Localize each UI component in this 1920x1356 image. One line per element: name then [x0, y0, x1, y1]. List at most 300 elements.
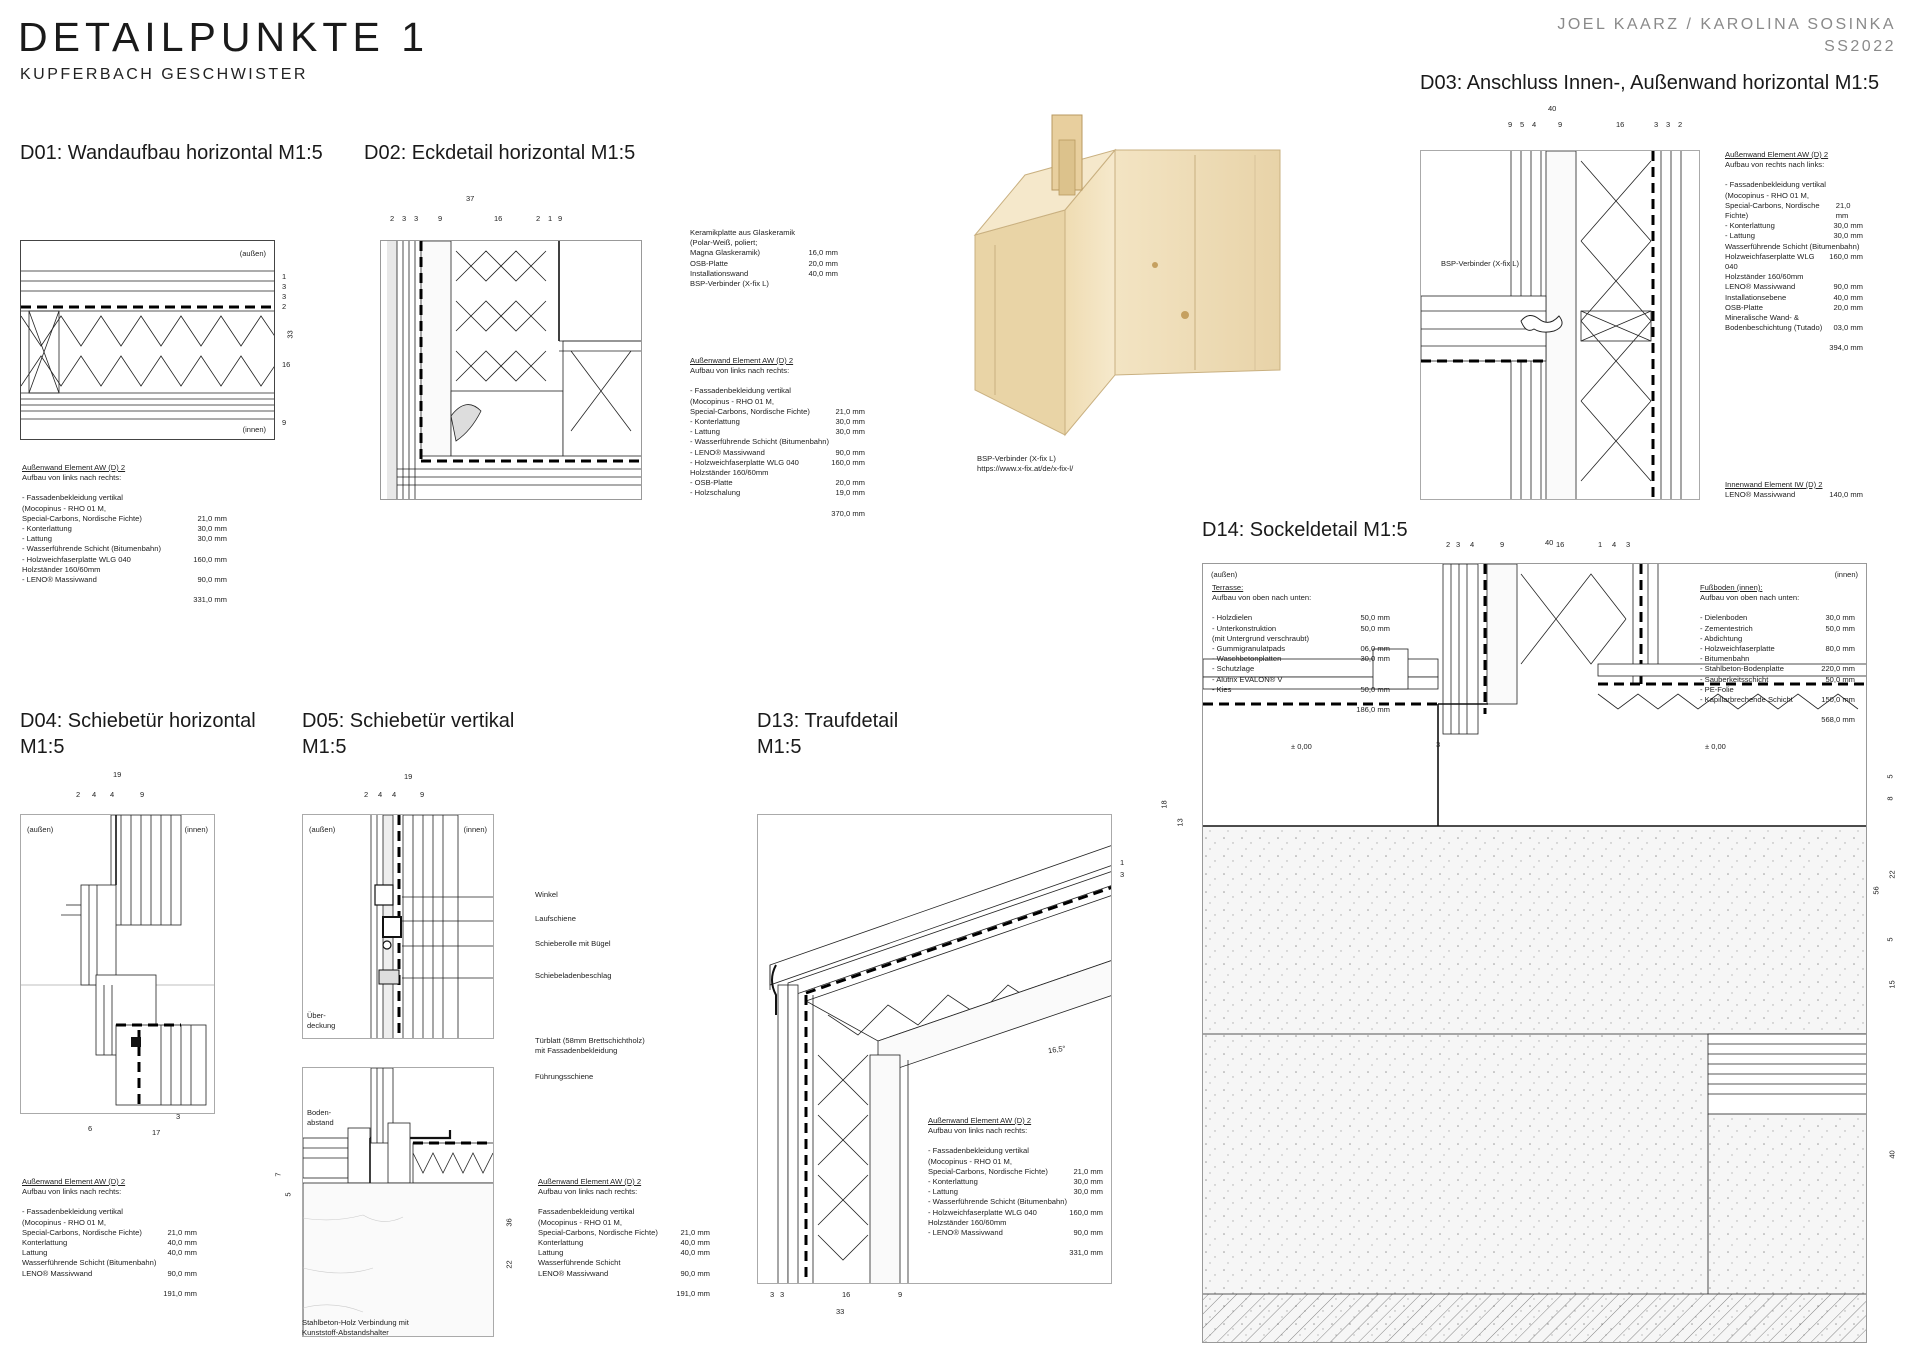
d05-top-svg — [303, 815, 494, 1039]
spec-heading: Terrasse: — [1212, 583, 1244, 592]
d14-dim-11: 3 — [1436, 740, 1441, 749]
d14-dim-13: 8 — [1885, 796, 1895, 801]
layer-value: 06,0 mm — [1360, 644, 1390, 654]
spec-row — [22, 544, 227, 554]
component-label: Winkel — [535, 890, 558, 899]
spec-row — [1212, 644, 1390, 654]
d14-dim-16: 15 — [1887, 980, 1897, 989]
layer-name: - Wasserführende Schicht (Bitumenbahn) — [928, 1197, 1068, 1207]
layer-value: 30,0 mm — [1833, 231, 1863, 241]
d14-dim-15: 56 — [1871, 886, 1881, 895]
d03-dim-4: 9 — [1558, 120, 1563, 129]
spec-row — [538, 1238, 710, 1248]
ground-gap-line1: Boden- — [307, 1108, 332, 1117]
d02-dim-total: 37 — [466, 194, 475, 203]
d01-dim-c: 3 — [282, 292, 287, 301]
layer-name: Special-Carbons, Nordische Fichte) — [22, 513, 142, 523]
spec-row — [22, 1269, 197, 1279]
spec-row — [690, 458, 865, 468]
d04-outside-label: (außen) — [27, 825, 54, 834]
spec-row — [22, 1248, 197, 1258]
component-value: 16,0 mm — [808, 248, 838, 258]
layer-value: 160,0 mm — [193, 554, 227, 564]
layer-value: 40,0 mm — [167, 1248, 197, 1258]
layer-value: 90,0 mm — [680, 1268, 710, 1278]
spec-row — [22, 493, 227, 503]
layer-value: 03,0 mm — [1833, 323, 1863, 333]
spec-subheading: Aufbau von links nach rechts: — [690, 366, 790, 376]
spec-total: 186,0 mm — [1356, 705, 1390, 715]
d01-dim-e: 16 — [282, 360, 291, 369]
layer-name: - Konterlattung — [690, 417, 740, 427]
d04-dim-1: 2 — [76, 790, 81, 799]
layer-name: - LENO® Massivwand — [928, 1228, 1003, 1238]
layer-name: Bodenbeschichtung (Tutado) — [1725, 323, 1823, 333]
component-row — [690, 248, 838, 258]
spec-row — [690, 407, 865, 417]
d01-drawing — [20, 240, 275, 440]
component-label: (Polar-Weiß, poliert; — [690, 238, 758, 248]
spec-row — [1700, 624, 1855, 634]
photo-caption — [977, 454, 1137, 474]
page-subtitle: KUPFERBACH GESCHWISTER — [20, 66, 308, 83]
spec-row — [1212, 624, 1390, 634]
spec-row — [1725, 242, 1863, 252]
d13-dim-2: 3 — [780, 1290, 785, 1299]
layer-name: - Stahlbeton-Bodenplatte — [1700, 664, 1785, 674]
d01-dim-a: 1 — [282, 272, 287, 281]
spec-heading: Fußboden (innen): — [1700, 583, 1763, 592]
component-row — [690, 259, 838, 269]
d02-section-svg — [381, 241, 642, 500]
spec-row — [538, 1207, 710, 1217]
layer-name: - Lattung — [928, 1187, 958, 1197]
spec-heading: Außenwand Element AW (D) 2 — [928, 1116, 1032, 1125]
d05-spec — [538, 1177, 710, 1299]
spec-row — [22, 504, 227, 514]
spec-row — [1212, 634, 1390, 644]
spec-row — [22, 1228, 197, 1238]
d03-title: D03: Anschluss Innen-, Außenwand horizontal M1:5 — [1420, 72, 1880, 94]
spec-heading: Außenwand Element AW (D) 2 — [1725, 150, 1829, 159]
spec-row — [928, 1197, 1103, 1207]
layer-value: 50,0 mm — [1360, 613, 1390, 623]
spec-row — [22, 575, 227, 585]
layer-name: - Holzweichfaserplatte — [1700, 644, 1775, 654]
d02-dim-5: 16 — [494, 214, 503, 223]
layer-value: 20,0 mm — [1833, 302, 1863, 312]
d02-dim-7: 1 — [548, 214, 553, 223]
spec-row — [22, 534, 227, 544]
spec-heading: Innenwand Element IW (D) 2 — [1725, 480, 1823, 489]
d14-dim-6: 1 — [1598, 540, 1603, 549]
layer-name: - Fassadenbekleidung vertikal — [22, 493, 123, 503]
layer-name: - Lattung — [22, 534, 52, 544]
d03-dim-7: 3 — [1666, 120, 1671, 129]
d05-dim-1: 2 — [364, 790, 369, 799]
spec-row — [690, 478, 865, 488]
d04-dim-7: 3 — [176, 1112, 181, 1121]
d05-ground-gap-label2 — [307, 1118, 334, 1127]
d13-dim-5: 1 — [1120, 858, 1125, 867]
d01-spec — [22, 463, 227, 605]
component-value: 20,0 mm — [808, 258, 838, 268]
spec-row — [1725, 231, 1863, 241]
d01-dim-b: 3 — [282, 282, 287, 291]
layer-name: - Bitumenbahn — [1700, 654, 1750, 664]
spec-row — [928, 1167, 1103, 1177]
d04-dim-4: 9 — [140, 790, 145, 799]
d03-connector-label: BSP-Verbinder (X-fix L) — [1441, 259, 1519, 268]
d04-dim-5: 6 — [88, 1124, 93, 1133]
spec-row — [538, 1258, 710, 1268]
layer-name: - Wasserführende Schicht (Bitumenbahn) — [22, 544, 162, 554]
layer-value: 50,0 mm — [1360, 623, 1390, 633]
d01-dim-total: 33 — [285, 330, 295, 339]
layer-name: - Konterlattung — [22, 524, 72, 534]
d13-dim-1: 3 — [770, 1290, 775, 1299]
d05-dim-8: 5 — [283, 1192, 293, 1197]
layer-name: - LENO® Massivwand — [22, 575, 97, 585]
d14-dim-12: 5 — [1885, 774, 1895, 779]
d02-dim-1: 2 — [390, 214, 395, 223]
spec-row — [1700, 644, 1855, 654]
d05-title — [302, 708, 514, 760]
layer-name: Mineralische Wand- & — [1725, 313, 1799, 323]
d04-section-svg — [21, 815, 215, 1114]
layer-value: 40,0 mm — [680, 1238, 710, 1248]
d13-dim-6: 3 — [1120, 870, 1125, 879]
d05-title-line2: M1:5 — [302, 736, 347, 758]
d13-title-line2: M1:5 — [757, 736, 802, 758]
spec-row — [1700, 685, 1855, 695]
spec-row — [1212, 664, 1390, 674]
spec-heading: Außenwand Element AW (D) 2 — [22, 1177, 126, 1186]
photo-caption-link[interactable]: https://www.x-fix.at/de/x-fix-l/ — [977, 464, 1074, 474]
layer-value: 90,0 mm — [1833, 282, 1863, 292]
layer-name: Special-Carbons, Nordische Fichte) — [928, 1166, 1048, 1176]
d13-angle-label: 16,5° — [1047, 1043, 1067, 1056]
component-label: Türblatt (58mm Brettschichtholz) — [535, 1036, 645, 1045]
spec-row — [1725, 180, 1863, 190]
component-label: Laufschiene — [535, 914, 576, 923]
spec-row — [22, 524, 227, 534]
d05-overlap-label — [307, 1011, 326, 1020]
spec-row — [1725, 191, 1863, 201]
layer-name: Holzständer 160/60mm — [1725, 272, 1804, 282]
photo-caption-line1: BSP-Verbinder (X-fix L) — [977, 454, 1056, 463]
spec-subheading: Aufbau von links nach rechts: — [928, 1126, 1028, 1136]
layer-name: (Mocopinus - RHO 01 M, — [690, 396, 774, 406]
spec-row — [928, 1146, 1103, 1156]
layer-value: 90,0 mm — [1073, 1228, 1103, 1238]
layer-name: - LENO® Massivwand — [690, 447, 765, 457]
layer-value: 40,0 mm — [680, 1248, 710, 1258]
d14-dim-1: 2 — [1446, 540, 1451, 549]
layer-value: 160,0 mm — [1829, 251, 1863, 261]
d03-dim-5: 16 — [1616, 120, 1625, 129]
d01-dim-f: 9 — [282, 418, 287, 427]
spec-total: 191,0 mm — [676, 1288, 710, 1298]
layer-value: 150,0 mm — [1821, 695, 1855, 705]
d13-dim-4: 9 — [898, 1290, 903, 1299]
layer-value: 20,0 mm — [835, 478, 865, 488]
layer-name: Holzweichfaserplatte WLG 040 — [1725, 251, 1815, 272]
spec-row — [22, 514, 227, 524]
spec-row — [1700, 695, 1855, 705]
spec-row — [928, 1208, 1103, 1218]
d14-dim-14: 22 — [1887, 870, 1897, 879]
d05-bottom-svg — [303, 1068, 494, 1337]
layer-name: - Fassadenbekleidung vertikal — [1725, 180, 1826, 190]
spec-total: 331,0 mm — [193, 595, 227, 605]
spec-row — [538, 1218, 710, 1228]
layer-value: 21,0 mm — [1835, 200, 1851, 221]
spec-subheading: Aufbau von rechts nach links: — [1725, 160, 1825, 170]
d05-drawing-top — [302, 814, 494, 1039]
layer-name: - PE-Folie — [1700, 684, 1734, 694]
spec-total: 331,0 mm — [1069, 1248, 1103, 1258]
layer-name: - Kies — [1212, 684, 1232, 694]
component-label: mit Fassadenbekleidung — [535, 1046, 618, 1055]
spec-row — [1700, 654, 1855, 664]
spec-row — [690, 427, 865, 437]
d02-title: D02: Eckdetail horizontal M1:5 — [364, 142, 636, 164]
layer-name: LENO® Massivwand — [1725, 282, 1796, 292]
d01-section-svg — [21, 241, 275, 440]
d05-title-line1: D05: Schiebetür vertikal — [302, 710, 515, 732]
d04-inside-label: (innen) — [184, 825, 208, 834]
layer-name: - Unterkonstruktion — [1212, 623, 1277, 633]
layer-name: (mit Untergrund verschraubt) — [1212, 633, 1310, 643]
layer-value: 30,0 mm — [835, 427, 865, 437]
d04-dim-2: 4 — [92, 790, 97, 799]
spec-row — [1212, 654, 1390, 664]
d14-dim-7: 4 — [1612, 540, 1617, 549]
spec-row — [22, 1238, 197, 1248]
authors: JOEL KAARZ / KAROLINA SOSINKA — [1557, 16, 1896, 33]
spec-total: 568,0 mm — [1821, 715, 1855, 725]
d14-spec-terrace — [1212, 583, 1390, 715]
layer-name: (Mocopinus - RHO 01 M, — [22, 1217, 106, 1227]
d05-drawing-bottom — [302, 1067, 494, 1337]
d02-dim-8: 9 — [558, 214, 563, 223]
layer-value: 160,0 mm — [1069, 1207, 1103, 1217]
layer-value: 160,0 mm — [831, 457, 865, 467]
d13-dim-total: 33 — [836, 1307, 845, 1316]
d14-dim-total: 40 — [1545, 538, 1554, 547]
spec-row — [1700, 675, 1855, 685]
layer-name: - Lattung — [690, 427, 720, 437]
layer-name: - Holzdielen — [1212, 613, 1253, 623]
overlap-line2: deckung — [307, 1021, 336, 1030]
layer-name: OSB-Platte — [1725, 302, 1763, 312]
layer-name: - Zementestrich — [1700, 623, 1753, 633]
d13-title-line1: D13: Traufdetail — [757, 710, 899, 732]
spec-row — [690, 437, 865, 447]
d13-dim-3: 16 — [842, 1290, 851, 1299]
d04-dim-total: 19 — [113, 770, 122, 779]
spec-total: 370,0 mm — [831, 508, 865, 518]
authors-block — [1557, 14, 1896, 58]
d14-outside-label: (außen) — [1211, 570, 1238, 579]
d14-dim-3: 4 — [1470, 540, 1475, 549]
spec-row — [928, 1218, 1103, 1228]
layer-name: (Mocopinus - RHO 01 M, — [928, 1156, 1012, 1166]
d02-spec — [690, 356, 865, 519]
d03-dim-1: 9 — [1508, 120, 1513, 129]
layer-name: - Wasserführende Schicht (Bitumenbahn) — [690, 437, 830, 447]
spec-row — [928, 1177, 1103, 1187]
layer-value: 19,0 mm — [835, 488, 865, 498]
layer-value: 30,0 mm — [1073, 1177, 1103, 1187]
layer-name: - Waschbetonplatten — [1212, 654, 1282, 664]
spec-row — [1725, 282, 1863, 292]
layer-name: Special-Carbons, Nordische Fichte) — [690, 406, 810, 416]
spec-row — [1725, 313, 1863, 323]
layer-name: - Konterlattung — [1725, 221, 1775, 231]
d04-dim-6: 17 — [152, 1128, 161, 1137]
layer-name: - Konterlattung — [928, 1177, 978, 1187]
spec-row — [1212, 675, 1390, 685]
component-value: 40,0 mm — [808, 268, 838, 278]
spec-row — [1725, 252, 1863, 272]
component-label: Schieberolle mit Bügel — [535, 939, 611, 948]
layer-value: 90,0 mm — [835, 447, 865, 457]
d01-dim-d: 2 — [282, 302, 287, 311]
spec-row — [22, 1207, 197, 1217]
component-label: Magna Glaskeramik) — [690, 248, 761, 258]
layer-name: - Holzweichfaserplatte WLG 040 — [690, 457, 799, 467]
d03-dim-8: 2 — [1678, 120, 1683, 129]
layer-name: Holzständer 160/60mm — [22, 564, 101, 574]
layer-name: (Mocopinus - RHO 01 M, — [538, 1217, 622, 1227]
d05-dim-5: 36 — [504, 1218, 514, 1227]
spec-row — [690, 468, 865, 478]
layer-name: (Mocopinus - RHO 01 M, — [1725, 190, 1809, 200]
d05-overlap-label2 — [307, 1021, 335, 1030]
d03-dim-2: 5 — [1520, 120, 1525, 129]
component-row — [690, 269, 838, 279]
layer-name: - Holzschalung — [690, 488, 741, 498]
spec-row — [690, 488, 865, 498]
layer-value: 90,0 mm — [167, 1268, 197, 1278]
layer-value: 50,0 mm — [1825, 674, 1855, 684]
spec-row — [690, 448, 865, 458]
spec-row — [1725, 303, 1863, 313]
layer-value: 21,0 mm — [197, 513, 227, 523]
layer-name: Wasserführende Schicht (Bitumenbahn) — [22, 1258, 157, 1268]
d14-dim-4: 9 — [1500, 540, 1505, 549]
component-label: BSP-Verbinder (X-fix L) — [690, 279, 769, 289]
layer-value: 40,0 mm — [1833, 292, 1863, 302]
d03-section-svg — [1421, 151, 1700, 500]
layer-name: LENO® Massivwand — [538, 1268, 609, 1278]
d04-drawing — [20, 814, 215, 1114]
d14-dim-10: 13 — [1175, 818, 1185, 827]
component-label: Führungsschiene — [535, 1072, 594, 1081]
layer-name: Wasserführende Schicht (Bitumenbahn) — [1725, 241, 1860, 251]
spec-row — [1700, 634, 1855, 644]
spec-row — [22, 555, 227, 565]
spec-row — [22, 1258, 197, 1268]
d02-drawing — [380, 240, 642, 500]
spec-total: 191,0 mm — [163, 1288, 197, 1298]
d14-dim-18: 5 — [1885, 937, 1895, 942]
layer-name: (Mocopinus - RHO 01 M, — [22, 503, 106, 513]
spec-subheading: Aufbau von links nach rechts: — [538, 1187, 638, 1197]
layer-name: Fassadenbekleidung vertikal — [538, 1207, 635, 1217]
d14-dim-17: 40 — [1887, 1150, 1897, 1159]
overlap-line1: Über- — [307, 1011, 326, 1020]
d02-dim-2: 3 — [402, 214, 407, 223]
d14-title: D14: Sockeldetail M1:5 — [1202, 519, 1408, 541]
ground-gap-line2: abstand — [307, 1118, 334, 1127]
layer-value: 30,0 mm — [835, 417, 865, 427]
layer-name: - Holzweichfaserplatte WLG 040 — [928, 1207, 1037, 1217]
spec-heading: Außenwand Element AW (D) 2 — [690, 356, 794, 365]
d05-dim-2: 4 — [378, 790, 383, 799]
d05-ground-gap-label — [307, 1108, 331, 1117]
layer-name: - Sauberkeitsschicht — [1700, 674, 1769, 684]
layer-name: Konterlattung — [538, 1238, 584, 1248]
component-label: Schiebeladenbeschlag — [535, 971, 612, 980]
layer-name: Special-Carbons, Nordische Fichte) — [1725, 200, 1820, 221]
spec-row — [1725, 272, 1863, 282]
layer-name: - Fassadenbekleidung vertikal — [690, 386, 791, 396]
d05-dim-total: 19 — [404, 772, 413, 781]
d04-title-line2: M1:5 — [20, 736, 65, 758]
layer-value: 220,0 mm — [1821, 664, 1855, 674]
layer-value: 30,0 mm — [1360, 654, 1390, 664]
d05-dim-6: 22 — [504, 1260, 514, 1269]
d04-spec — [22, 1177, 197, 1299]
spec-row — [1212, 685, 1390, 695]
spec-heading: Außenwand Element AW (D) 2 — [538, 1177, 642, 1186]
d14-dim-5: 16 — [1556, 540, 1565, 549]
component-label: Keramikplatte aus Glaskeramik — [690, 228, 796, 237]
spec-row — [1212, 613, 1390, 623]
layer-name: Lattung — [538, 1248, 564, 1258]
spec-row — [538, 1248, 710, 1258]
spec-row — [928, 1157, 1103, 1167]
d05-dim-4: 9 — [420, 790, 425, 799]
spec-subheading: Aufbau von oben nach unten: — [1700, 593, 1800, 603]
spec-subheading: Aufbau von links nach rechts: — [22, 1187, 122, 1197]
spec-row — [22, 1218, 197, 1228]
spec-subheading: Aufbau von links nach rechts: — [22, 473, 122, 483]
component-label: Installationswand — [690, 268, 749, 278]
spec-subheading: Aufbau von oben nach unten: — [1212, 593, 1312, 603]
d14-dim-2: 3 — [1456, 540, 1461, 549]
spec-row — [1700, 664, 1855, 674]
layer-value: 21,0 mm — [167, 1227, 197, 1237]
d05-outside-label: (außen) — [309, 825, 336, 834]
layer-name: - Dielenboden — [1700, 613, 1748, 623]
layer-name: - OSB-Platte — [690, 478, 733, 488]
spec-row — [22, 565, 227, 575]
d05-dim-3: 4 — [392, 790, 397, 799]
layer-name: Holzständer 160/60mm — [928, 1217, 1007, 1227]
layer-name: LENO® Massivwand — [22, 1268, 93, 1278]
d02-dim-6: 2 — [536, 214, 541, 223]
d01-title: D01: Wandaufbau horizontal M1:5 — [20, 142, 323, 164]
d14-inside-label: (innen) — [1834, 570, 1858, 579]
connector-render-svg — [955, 115, 1285, 455]
spec-row — [1725, 221, 1863, 231]
d01-inside-label: (innen) — [242, 425, 266, 434]
layer-value: 140,0 mm — [1829, 490, 1863, 500]
